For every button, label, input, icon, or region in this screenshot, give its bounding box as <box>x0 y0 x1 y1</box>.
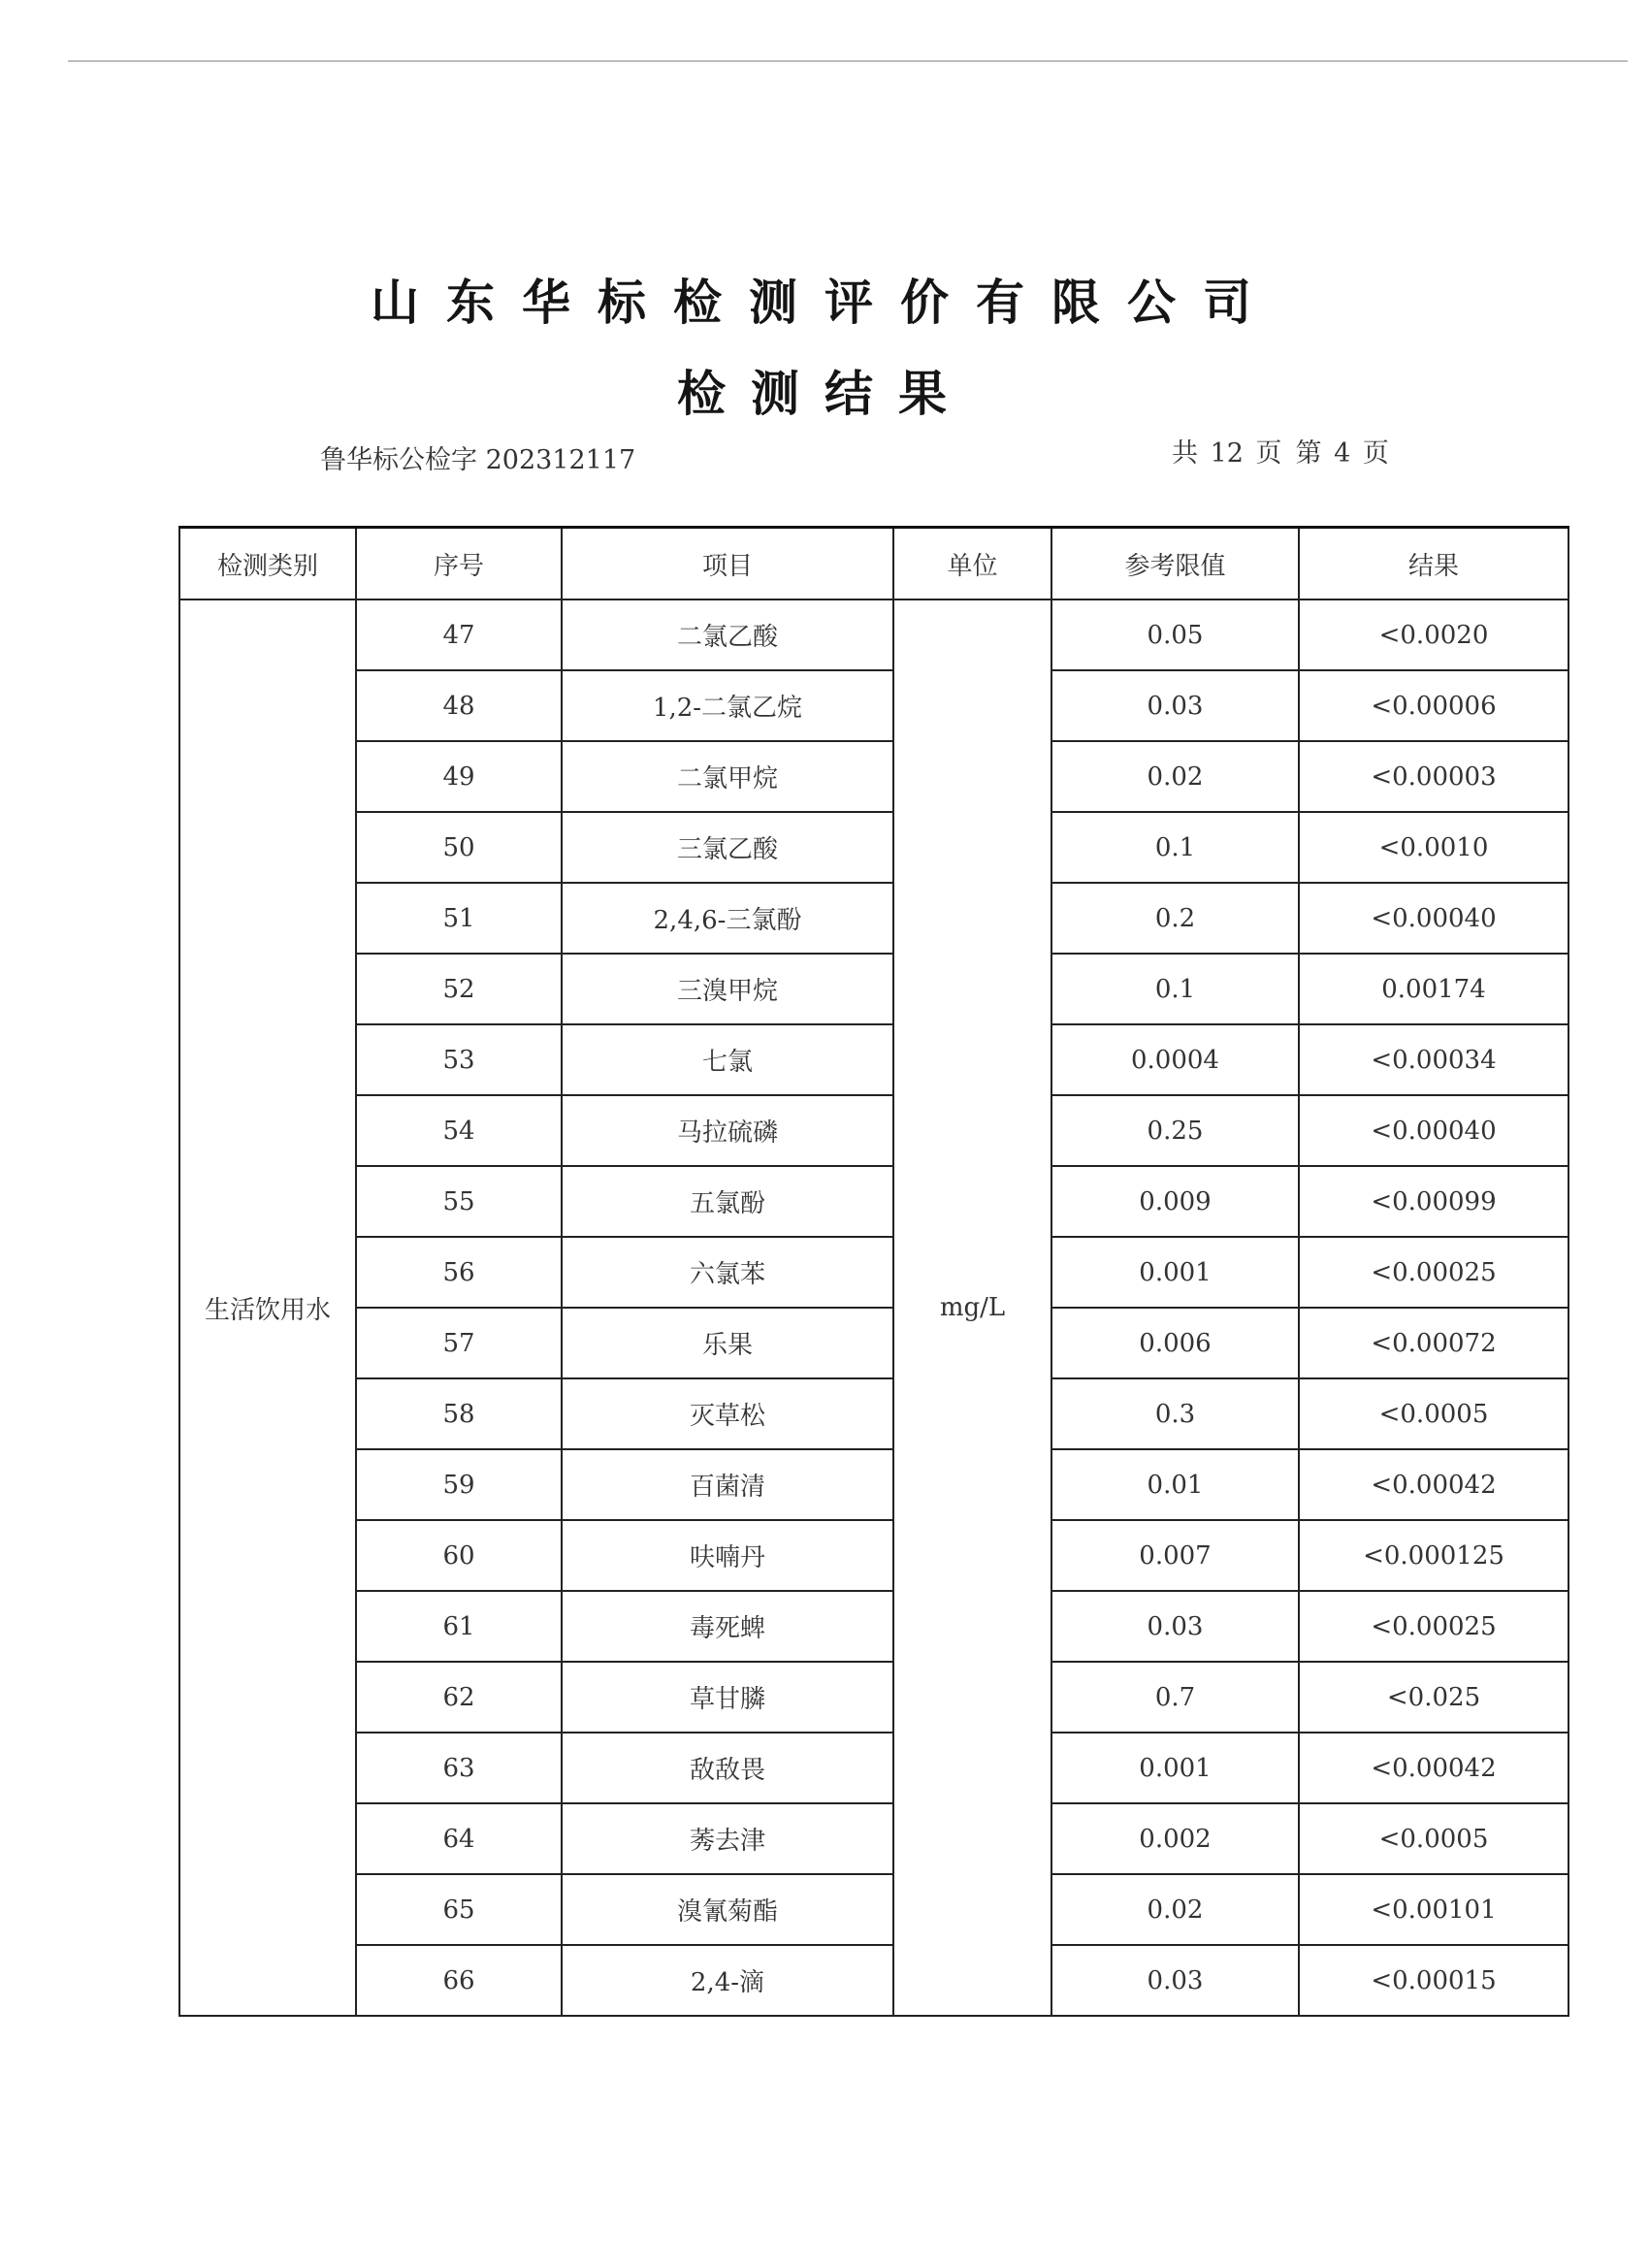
row-limit-cell: 0.7 <box>1051 1662 1299 1733</box>
row-limit-cell: 0.03 <box>1051 1945 1299 2016</box>
row-no-cell: 64 <box>356 1803 562 1874</box>
table-row <box>179 1237 1568 1308</box>
row-no-cell: 57 <box>356 1308 562 1378</box>
row-result-cell: <0.00099 <box>1299 1166 1568 1237</box>
row-result-cell: <0.0005 <box>1299 1378 1568 1449</box>
table-row <box>179 812 1568 883</box>
row-limit-cell: 0.007 <box>1051 1520 1299 1591</box>
page-current: 第 4 页 <box>1295 438 1389 469</box>
row-no-cell: 54 <box>356 1095 562 1166</box>
col-header-unit: 单位 <box>893 528 1051 600</box>
row-limit-cell: 0.03 <box>1051 1591 1299 1662</box>
row-no-cell: 62 <box>356 1662 562 1733</box>
row-result-cell: <0.00072 <box>1299 1308 1568 1378</box>
row-item-cell: 六氯苯 <box>562 1237 893 1308</box>
row-item-cell: 2,4-滴 <box>562 1945 893 2016</box>
table-row <box>179 741 1568 812</box>
row-limit-cell: 0.001 <box>1051 1733 1299 1803</box>
table-row <box>179 1095 1568 1166</box>
row-no-cell: 58 <box>356 1378 562 1449</box>
row-result-cell: <0.00025 <box>1299 1591 1568 1662</box>
row-limit-cell: 0.006 <box>1051 1308 1299 1378</box>
row-no-cell: 66 <box>356 1945 562 2016</box>
row-item-cell: 马拉硫磷 <box>562 1095 893 1166</box>
row-no-cell: 65 <box>356 1874 562 1945</box>
row-limit-cell: 0.02 <box>1051 741 1299 812</box>
row-no-cell: 47 <box>356 599 562 670</box>
table-row <box>179 599 1568 670</box>
row-result-cell: <0.00003 <box>1299 741 1568 812</box>
row-no-cell: 63 <box>356 1733 562 1803</box>
row-item-cell: 敌敌畏 <box>562 1733 893 1803</box>
table-row <box>179 1308 1568 1378</box>
table-row <box>179 954 1568 1024</box>
col-header-category: 检测类别 <box>179 528 356 600</box>
row-result-cell: <0.0020 <box>1299 599 1568 670</box>
table-row <box>179 1591 1568 1662</box>
row-item-cell: 溴氰菊酯 <box>562 1874 893 1945</box>
row-result-cell: <0.00042 <box>1299 1449 1568 1520</box>
row-result-cell: <0.00040 <box>1299 883 1568 954</box>
table-row <box>179 1449 1568 1520</box>
row-result-cell: <0.0010 <box>1299 812 1568 883</box>
table-row <box>179 1803 1568 1874</box>
table-row <box>179 1166 1568 1237</box>
table-body <box>179 599 1568 2016</box>
row-limit-cell: 0.009 <box>1051 1166 1299 1237</box>
row-result-cell: 0.00174 <box>1299 954 1568 1024</box>
row-result-cell: <0.00034 <box>1299 1024 1568 1095</box>
table-row <box>179 1520 1568 1591</box>
row-item-cell: 二氯甲烷 <box>562 741 893 812</box>
row-item-cell: 莠去津 <box>562 1803 893 1874</box>
row-limit-cell: 0.002 <box>1051 1803 1299 1874</box>
row-limit-cell: 0.1 <box>1051 812 1299 883</box>
row-result-cell: <0.00040 <box>1299 1095 1568 1166</box>
row-no-cell: 48 <box>356 670 562 741</box>
table-row <box>179 1378 1568 1449</box>
row-result-cell: <0.00006 <box>1299 670 1568 741</box>
row-result-cell: <0.00042 <box>1299 1733 1568 1803</box>
table-header-row <box>179 528 1568 600</box>
row-limit-cell: 0.2 <box>1051 883 1299 954</box>
row-limit-cell: 0.3 <box>1051 1378 1299 1449</box>
row-no-cell: 49 <box>356 741 562 812</box>
pages-total: 共 12 页 <box>1172 438 1282 469</box>
row-no-cell: 59 <box>356 1449 562 1520</box>
page-info <box>1172 432 1403 470</box>
row-no-cell: 60 <box>356 1520 562 1591</box>
row-result-cell: <0.00025 <box>1299 1237 1568 1308</box>
results-table <box>178 526 1569 2017</box>
row-item-cell: 1,2-二氯乙烷 <box>562 670 893 741</box>
row-item-cell: 毒死蜱 <box>562 1591 893 1662</box>
col-header-no: 序号 <box>356 528 562 600</box>
row-item-cell: 五氯酚 <box>562 1166 893 1237</box>
col-header-item: 项目 <box>562 528 893 600</box>
table-row <box>179 1733 1568 1803</box>
row-item-cell: 二氯乙酸 <box>562 599 893 670</box>
row-result-cell: <0.000125 <box>1299 1520 1568 1591</box>
table-row <box>179 1662 1568 1733</box>
row-limit-cell: 0.25 <box>1051 1095 1299 1166</box>
row-no-cell: 56 <box>356 1237 562 1308</box>
row-item-cell: 三氯乙酸 <box>562 812 893 883</box>
row-limit-cell: 0.0004 <box>1051 1024 1299 1095</box>
row-no-cell: 55 <box>356 1166 562 1237</box>
row-limit-cell: 0.05 <box>1051 599 1299 670</box>
row-no-cell: 52 <box>356 954 562 1024</box>
company-name: 山东华标检测评价有限公司 <box>371 275 1278 331</box>
row-item-cell: 乐果 <box>562 1308 893 1378</box>
row-result-cell: <0.00101 <box>1299 1874 1568 1945</box>
row-item-cell: 百菌清 <box>562 1449 893 1520</box>
row-result-cell: <0.025 <box>1299 1662 1568 1733</box>
row-item-cell: 草甘膦 <box>562 1662 893 1733</box>
category-cell: 生活饮用水 <box>179 599 356 2016</box>
row-item-cell: 三溴甲烷 <box>562 954 893 1024</box>
report-title: 检测结果 <box>677 366 972 422</box>
table-row <box>179 883 1568 954</box>
row-item-cell: 2,4,6-三氯酚 <box>562 883 893 954</box>
row-limit-cell: 0.02 <box>1051 1874 1299 1945</box>
row-item-cell: 七氯 <box>562 1024 893 1095</box>
row-item-cell: 呋喃丹 <box>562 1520 893 1591</box>
table-row <box>179 1874 1568 1945</box>
row-limit-cell: 0.1 <box>1051 954 1299 1024</box>
row-no-cell: 50 <box>356 812 562 883</box>
row-item-cell: 灭草松 <box>562 1378 893 1449</box>
table-row <box>179 1024 1568 1095</box>
report-number: 鲁华标公检字 202312117 <box>320 445 636 475</box>
top-rule <box>68 60 1628 62</box>
col-header-limit: 参考限值 <box>1051 528 1299 600</box>
table-row <box>179 1945 1568 2016</box>
row-limit-cell: 0.001 <box>1051 1237 1299 1308</box>
row-no-cell: 53 <box>356 1024 562 1095</box>
row-no-cell: 61 <box>356 1591 562 1662</box>
row-limit-cell: 0.03 <box>1051 670 1299 741</box>
row-result-cell: <0.0005 <box>1299 1803 1568 1874</box>
row-limit-cell: 0.01 <box>1051 1449 1299 1520</box>
col-header-result: 结果 <box>1299 528 1568 600</box>
row-no-cell: 51 <box>356 883 562 954</box>
unit-cell: mg/L <box>893 599 1051 2016</box>
row-result-cell: <0.00015 <box>1299 1945 1568 2016</box>
table-row <box>179 670 1568 741</box>
